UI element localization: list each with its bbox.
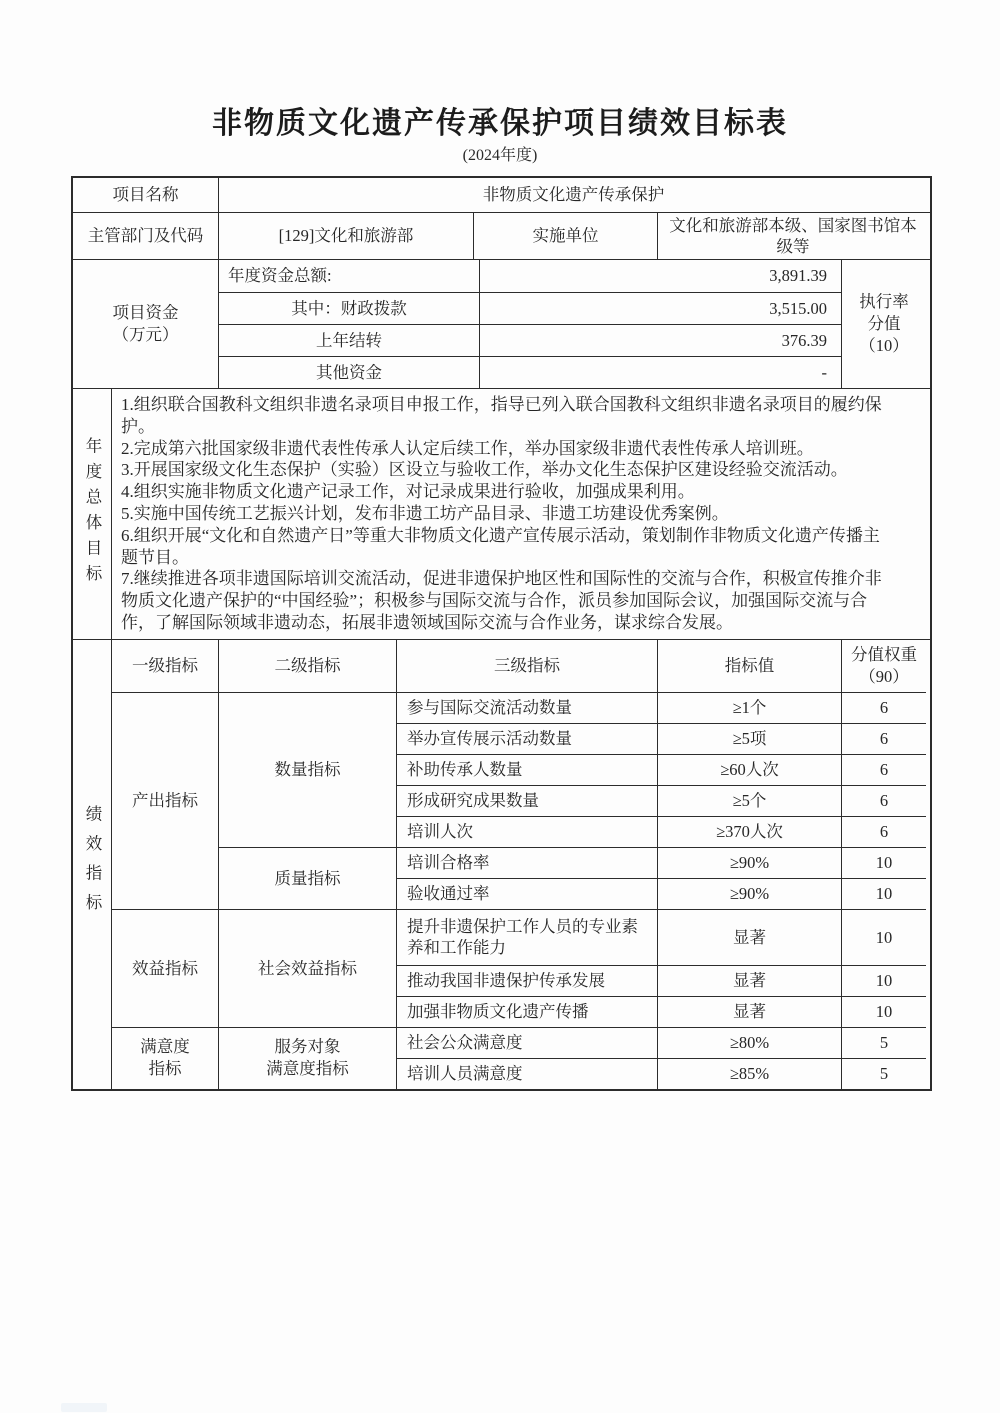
level1-satisfaction-line1: 满意度 bbox=[140, 1037, 190, 1056]
indicator-value: ≥85% bbox=[657, 1058, 841, 1089]
level1-satisfaction bbox=[111, 1027, 218, 1089]
indicator-weight: 10 bbox=[841, 965, 926, 996]
funding-row-label: 其中：财政拨款 bbox=[218, 292, 479, 324]
project-name-value: 非物质文化遗产传承保护 bbox=[218, 178, 928, 212]
indicator-name: 举办宣传展示活动数量 bbox=[396, 723, 657, 754]
header-level3: 三级指标 bbox=[396, 640, 657, 692]
indicator-weight: 6 bbox=[841, 816, 926, 847]
indicator-name: 形成研究成果数量 bbox=[396, 785, 657, 816]
indicator-value: ≥90% bbox=[657, 847, 841, 878]
indicator-value: 显著 bbox=[657, 996, 841, 1027]
impl-unit-label: 实施单位 bbox=[473, 213, 657, 259]
indicator-value: ≥370人次 bbox=[657, 816, 841, 847]
indicator-name: 提升非遗保护工作人员的专业素养和工作能力 bbox=[396, 909, 657, 965]
level2-social-benefit: 社会效益指标 bbox=[218, 909, 396, 1027]
goal-item: 1.组织联合国教科文组织非遗名录项目申报工作，指导已列入联合国教科文组织非遗名录项目的履约保护。 bbox=[121, 395, 882, 436]
indicator-weight: 6 bbox=[841, 692, 926, 723]
page-bottom-mark bbox=[61, 1403, 107, 1412]
funding-row-value: 3,515.00 bbox=[479, 292, 841, 324]
page-subtitle: (2024年度) bbox=[462, 147, 538, 164]
header-level2: 二级指标 bbox=[218, 640, 396, 692]
indicator-value: ≥80% bbox=[657, 1027, 841, 1058]
goal-item: 5.实施中国传统工艺振兴计划，发布非遗工坊产品目录、非遗工坊建设优秀案例。 bbox=[121, 503, 729, 523]
indicator-name: 培训合格率 bbox=[396, 847, 657, 878]
level2-service-satisfaction bbox=[218, 1027, 396, 1089]
level1-output: 产出指标 bbox=[111, 692, 218, 909]
indicator-name: 参与国际交流活动数量 bbox=[396, 692, 657, 723]
level1-benefit: 效益指标 bbox=[111, 909, 218, 1027]
indicator-name: 补助传承人数量 bbox=[396, 754, 657, 785]
funding-row-label: 其他资金 bbox=[218, 356, 479, 388]
indicator-weight: 6 bbox=[841, 754, 926, 785]
annual-goal-label: 年度总体目标 bbox=[83, 437, 102, 591]
level2-quality: 质量指标 bbox=[218, 847, 396, 909]
indicator-value: ≥1个 bbox=[657, 692, 841, 723]
indicator-name: 加强非物质文化遗产传播 bbox=[396, 996, 657, 1027]
funding-label bbox=[73, 260, 218, 388]
dept-value: [129]文化和旅游部 bbox=[218, 213, 473, 259]
indicator-value: ≥90% bbox=[657, 878, 841, 909]
execution-rate-line2: 分值（10） bbox=[859, 313, 909, 356]
indicator-value: 显著 bbox=[657, 965, 841, 996]
funding-row-value: 3,891.39 bbox=[479, 260, 841, 292]
header-level1: 一级指标 bbox=[111, 640, 218, 692]
indicators-label: 绩效指标 bbox=[83, 805, 102, 924]
execution-rate-label bbox=[841, 260, 926, 388]
indicator-name: 培训人员满意度 bbox=[396, 1058, 657, 1089]
indicator-weight: 10 bbox=[841, 878, 926, 909]
funding-row-label: 上年结转 bbox=[218, 324, 479, 356]
level2-quantity: 数量指标 bbox=[218, 692, 396, 847]
goal-item: 6.组织开展“文化和自然遗产日”等重大非物质文化遗产宣传展示活动，策划制作非物质文化遗产传播主题节目。 bbox=[121, 525, 880, 567]
execution-rate-line1: 执行率 bbox=[859, 291, 909, 311]
funding-row-value: - bbox=[479, 356, 841, 388]
indicator-value: ≥60人次 bbox=[657, 754, 841, 785]
goal-item: 7.继续推进各项非遗国际培训交流活动，促进非遗保护地区性和国际性的交流与合作，积极宣传推介非物质文化遗产保护的“中国经验”；积极参与国际交流与合作，派员参加国际会议，加强国际交流与合作，了解国际领域非遗动态，拓展非遗领域国际交流与合作业务，谋求综合发展。 bbox=[121, 569, 882, 632]
indicator-weight: 10 bbox=[841, 847, 926, 878]
goal-item: 4.组织实施非物质文化遗产记录工作，对记录成果进行验收，加强成果利用。 bbox=[121, 482, 695, 502]
header-value: 指标值 bbox=[657, 640, 841, 692]
header-weight bbox=[841, 640, 926, 692]
indicator-value: ≥5项 bbox=[657, 723, 841, 754]
project-name-label: 项目名称 bbox=[112, 185, 179, 205]
indicators-section bbox=[73, 639, 930, 1089]
indicator-name: 验收通过率 bbox=[396, 878, 657, 909]
annual-goal-text bbox=[111, 389, 928, 639]
funding-row-label: 年度资金总额: bbox=[218, 260, 479, 292]
funding-label-line1: 项目资金 bbox=[112, 302, 179, 322]
page-title: 非物质文化遗产传承保护项目绩效目标表 bbox=[212, 107, 788, 140]
performance-target-table bbox=[71, 176, 932, 1091]
project-name-row bbox=[73, 178, 930, 212]
indicator-weight: 6 bbox=[841, 723, 926, 754]
indicator-name: 推动我国非遗保护传承发展 bbox=[396, 965, 657, 996]
indicator-weight: 6 bbox=[841, 785, 926, 816]
annual-goal-section bbox=[73, 388, 930, 639]
indicator-weight: 5 bbox=[841, 1058, 926, 1089]
funding-row-value: 376.39 bbox=[479, 324, 841, 356]
level1-satisfaction-line2: 指标 bbox=[148, 1059, 182, 1079]
goal-item: 3.开展国家级文化生态保护（实验）区设立与验收工作，举办文化生态保护区建设经验交流活动。 bbox=[121, 460, 848, 480]
funding-section bbox=[73, 259, 930, 388]
impl-unit-value: 文化和旅游部本级、国家图书馆本级等 bbox=[657, 213, 928, 259]
indicator-value: 显著 bbox=[657, 909, 841, 965]
level2-service-line1: 服务对象 bbox=[274, 1037, 341, 1056]
header-weight-line2: （90） bbox=[859, 666, 909, 686]
indicator-value: ≥5个 bbox=[657, 785, 841, 816]
indicator-weight: 10 bbox=[841, 996, 926, 1027]
dept-label: 主管部门及代码 bbox=[87, 226, 204, 246]
indicator-name: 培训人次 bbox=[396, 816, 657, 847]
indicator-weight: 5 bbox=[841, 1027, 926, 1058]
funding-label-line2: （万元） bbox=[112, 325, 179, 344]
indicator-weight: 10 bbox=[841, 909, 926, 965]
goal-item: 2.完成第六批国家级非遗代表性传承人认定后续工作，举办国家级非遗代表性传承人培训班。 bbox=[121, 438, 814, 458]
department-row bbox=[73, 212, 930, 259]
indicator-name: 社会公众满意度 bbox=[396, 1027, 657, 1058]
level2-service-line2: 满意度指标 bbox=[266, 1059, 349, 1079]
header-weight-line1: 分值权重 bbox=[851, 644, 917, 664]
